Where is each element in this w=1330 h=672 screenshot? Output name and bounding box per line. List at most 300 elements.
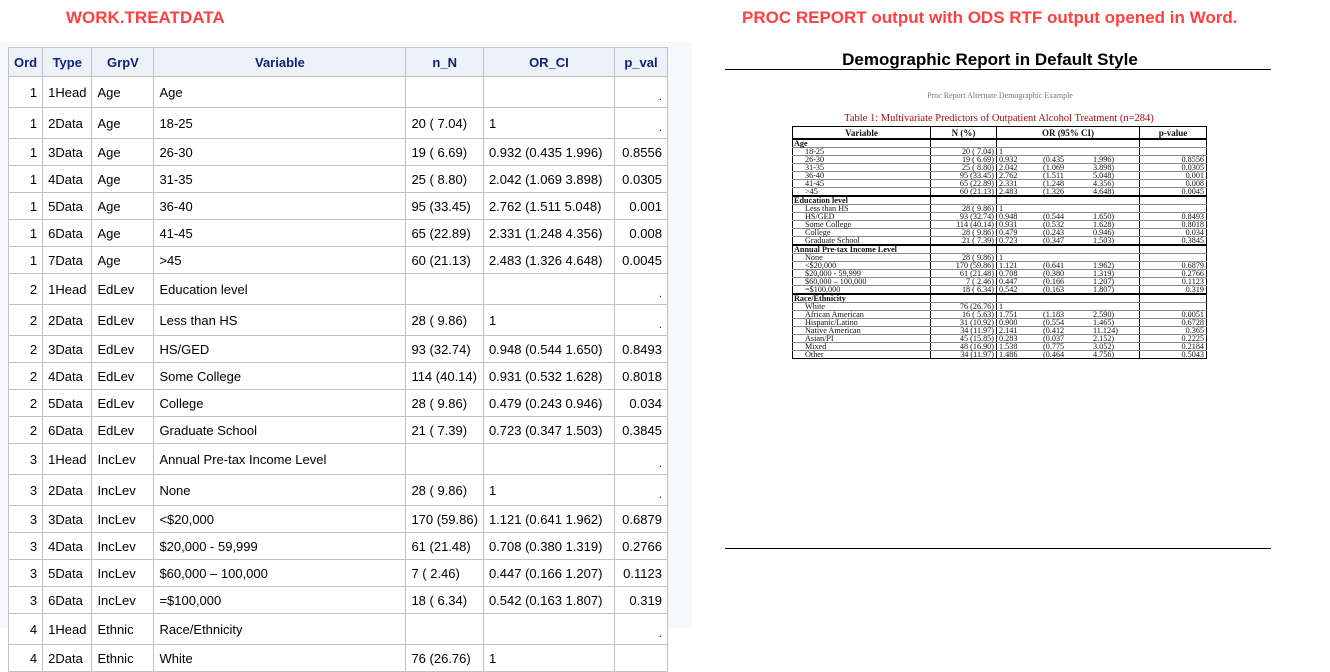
p-val-cell[interactable]: 0.8556 (614, 139, 667, 166)
ord-cell[interactable]: 2 (9, 305, 43, 336)
table-row[interactable] (9, 475, 668, 506)
table-row[interactable] (9, 274, 668, 305)
odds-ratio: 0.542 (999, 285, 1018, 294)
grpv-cell[interactable]: EdLev (92, 305, 154, 336)
n-n-cell[interactable]: 18 ( 6.34) (406, 587, 484, 614)
n-n-cell[interactable]: 76 (26.76) (406, 645, 484, 672)
table-row[interactable] (9, 166, 668, 193)
type-cell[interactable]: 2Data (43, 305, 92, 336)
type-cell[interactable]: 1Head (43, 444, 92, 475)
n-n-cell[interactable]: 65 (22.89) (406, 220, 484, 247)
grpv-cell[interactable]: Ethnic (92, 645, 154, 672)
odds-ratio: 1 (999, 302, 1004, 311)
variable-cell[interactable]: HS/GED (154, 336, 406, 363)
p-val-cell[interactable] (614, 645, 667, 672)
type-cell[interactable]: 4Data (43, 166, 92, 193)
report-variable-cell: College (793, 229, 931, 237)
n-n-cell[interactable]: 95 (33.45) (406, 193, 484, 220)
ci-upper: 3.898) (1093, 163, 1115, 172)
p-val-cell[interactable]: 0.6879 (614, 506, 667, 533)
report-n-pct-cell: 65 (22.89) (931, 180, 997, 188)
grpv-cell[interactable]: Age (92, 193, 154, 220)
word-document-page (700, 40, 1330, 628)
n-n-cell[interactable] (406, 274, 484, 305)
odds-ratio: 0.708 (999, 269, 1018, 278)
table-row[interactable] (9, 139, 668, 166)
empty-cell (1140, 294, 1207, 303)
report-variable-cell: None (793, 254, 931, 262)
ord-cell[interactable]: 4 (9, 645, 43, 672)
report-n-pct-cell: 28 ( 9.86) (931, 254, 997, 262)
report-p-value-cell: 0.0045 (1140, 188, 1207, 197)
report-p-value-cell: 0.034 (1140, 229, 1207, 237)
ci-upper: 2.590) (1093, 310, 1115, 319)
p-val-cell[interactable]: . (614, 77, 667, 108)
odds-ratio: 0.931 (999, 220, 1018, 229)
or-ci-cell[interactable]: 1.121 (0.641 1.962) (483, 506, 614, 533)
report-row (793, 286, 1207, 295)
report-or-ci-cell (997, 262, 1140, 270)
column-header-or-ci[interactable]: OR_CI (483, 48, 614, 77)
odds-ratio: 2.762 (999, 171, 1018, 180)
type-cell[interactable]: 1Head (43, 77, 92, 108)
p-val-cell[interactable]: . (614, 614, 667, 645)
grpv-cell[interactable]: IncLev (92, 444, 154, 475)
dataset-header-row (9, 48, 668, 77)
ci-upper: 3.052) (1093, 342, 1115, 351)
ci-upper (1093, 303, 1137, 310)
n-n-cell[interactable]: 25 ( 8.80) (406, 166, 484, 193)
table-row[interactable] (9, 247, 668, 274)
empty-cell (997, 245, 1140, 254)
or-ci-cell[interactable]: 2.042 (1.069 3.898) (483, 166, 614, 193)
ci-lower: (0.435 (1043, 155, 1065, 164)
or-ci-cell[interactable]: 0.932 (0.435 1.996) (483, 139, 614, 166)
ord-cell[interactable]: 2 (9, 363, 43, 390)
table-row[interactable] (9, 336, 668, 363)
ci-upper: 1.465) (1093, 318, 1115, 327)
grpv-cell[interactable]: EdLev (92, 417, 154, 444)
ci-lower: (0.166 (1043, 277, 1065, 286)
ord-cell[interactable]: 1 (9, 166, 43, 193)
ci-lower: (0.464 (1043, 350, 1065, 359)
report-or-ci-cell (997, 213, 1140, 221)
grpv-cell[interactable]: EdLev (92, 336, 154, 363)
ord-cell[interactable]: 3 (9, 587, 43, 614)
or-ci-cell[interactable]: 2.483 (1.326 4.648) (483, 247, 614, 274)
table-row[interactable] (9, 305, 668, 336)
grpv-cell[interactable]: Age (92, 139, 154, 166)
p-val-cell[interactable]: 0.3845 (614, 417, 667, 444)
report-n-pct-cell: 31 (10.92) (931, 319, 997, 327)
ci-lower: (0.163 (1043, 285, 1065, 294)
odds-ratio: 1 (999, 253, 1004, 262)
ci-lower (1043, 148, 1093, 155)
or-ci-cell[interactable]: 0.447 (0.166 1.207) (483, 560, 614, 587)
ord-cell[interactable]: 1 (9, 139, 43, 166)
odds-ratio: 2.331 (999, 179, 1018, 188)
type-cell[interactable]: 4Data (43, 533, 92, 560)
n-n-cell[interactable] (406, 77, 484, 108)
report-n-pct-cell: 25 ( 8.80) (931, 164, 997, 172)
report-n-pct-cell: 60 (21.13) (931, 188, 997, 197)
or-ci-cell[interactable]: 0.542 (0.163 1.807) (483, 587, 614, 614)
report-or-ci-cell (997, 237, 1140, 246)
variable-cell[interactable]: Education level (154, 274, 406, 305)
variable-cell[interactable]: Annual Pre-tax Income Level (154, 444, 406, 475)
n-n-cell[interactable]: 28 ( 9.86) (406, 475, 484, 506)
ord-cell[interactable]: 3 (9, 533, 43, 560)
n-n-cell[interactable]: 61 (21.48) (406, 533, 484, 560)
ord-cell[interactable]: 2 (9, 274, 43, 305)
or-ci-cell[interactable]: 0.708 (0.380 1.319) (483, 533, 614, 560)
ci-upper: 2.152) (1093, 334, 1115, 343)
variable-cell[interactable]: =$100,000 (154, 587, 406, 614)
dataset-body (9, 77, 668, 672)
report-header-or-ci: OR (95% CI) (997, 127, 1140, 140)
report-or-ci-cell (997, 335, 1140, 343)
report-or-ci-cell (997, 286, 1140, 295)
n-n-cell[interactable]: 19 ( 6.69) (406, 139, 484, 166)
variable-cell[interactable]: 31-35 (154, 166, 406, 193)
variable-cell[interactable]: >45 (154, 247, 406, 274)
report-variable-cell: 36-40 (793, 172, 931, 180)
type-cell[interactable]: 6Data (43, 417, 92, 444)
variable-cell[interactable]: $20,000 - 59,999 (154, 533, 406, 560)
p-val-cell[interactable]: 0.319 (614, 587, 667, 614)
variable-cell[interactable]: Graduate School (154, 417, 406, 444)
report-p-value-cell: 0.2184 (1140, 343, 1207, 351)
or-ci-cell[interactable]: 1 (483, 108, 614, 139)
variable-cell[interactable]: Some College (154, 363, 406, 390)
table-row[interactable] (9, 533, 668, 560)
grpv-cell[interactable]: EdLev (92, 274, 154, 305)
variable-cell[interactable]: 26-30 (154, 139, 406, 166)
or-ci-cell[interactable]: 1 (483, 475, 614, 506)
grpv-cell[interactable]: Age (92, 108, 154, 139)
ci-lower: (0.544 (1043, 212, 1065, 221)
report-variable-cell: Asian/PI (793, 335, 931, 343)
ci-lower (1043, 303, 1093, 310)
document-subtitle: Proc Report Alternate Demographic Example (927, 91, 1073, 100)
report-p-value-cell: 0.0051 (1140, 311, 1207, 319)
type-cell[interactable]: 2Data (43, 645, 92, 672)
report-variable-cell: HS/GED (793, 213, 931, 221)
grpv-cell[interactable]: EdLev (92, 390, 154, 417)
empty-cell (1140, 139, 1207, 148)
report-variable-cell: Less than HS (793, 205, 931, 213)
p-val-cell[interactable]: 0.0045 (614, 247, 667, 274)
type-cell[interactable]: 3Data (43, 139, 92, 166)
report-body (793, 139, 1207, 359)
report-n-pct-cell: 48 (16.90) (931, 343, 997, 351)
report-or-ci-cell (997, 311, 1140, 319)
document-title: Demographic Report in Default Style (842, 50, 1138, 69)
odds-ratio: 1.486 (999, 350, 1018, 359)
variable-cell[interactable]: White (154, 645, 406, 672)
table-row[interactable] (9, 506, 668, 533)
report-or-ci-cell (997, 327, 1140, 335)
p-val-cell[interactable]: 0.008 (614, 220, 667, 247)
or-ci-cell[interactable]: 2.762 (1.511 5.048) (483, 193, 614, 220)
report-p-value-cell: 0.319 (1140, 286, 1207, 295)
table-row[interactable] (9, 220, 668, 247)
p-val-cell[interactable]: 0.001 (614, 193, 667, 220)
table-row[interactable] (9, 363, 668, 390)
p-val-cell[interactable]: . (614, 305, 667, 336)
type-cell[interactable]: 2Data (43, 108, 92, 139)
ci-upper: 1.962) (1093, 261, 1115, 270)
report-caption: PROC REPORT output with ODS RTF output opened in Word. (742, 8, 1238, 27)
ci-lower (1043, 205, 1093, 212)
column-header-variable[interactable]: Variable (154, 48, 406, 77)
table-row[interactable] (9, 444, 668, 475)
column-header-type[interactable]: Type (43, 48, 92, 77)
ci-upper: 1.650) (1093, 212, 1115, 221)
odds-ratio: 2.141 (999, 326, 1018, 335)
or-ci-cell[interactable]: 2.331 (1.248 4.356) (483, 220, 614, 247)
report-n-pct-cell: 19 ( 6.69) (931, 156, 997, 164)
report-variable-cell: White (793, 303, 931, 311)
ord-cell[interactable]: 1 (9, 247, 43, 274)
ci-upper: 0.946) (1093, 228, 1115, 237)
report-table (792, 126, 1207, 359)
empty-cell (1140, 245, 1207, 254)
ci-upper: 11.124) (1093, 326, 1118, 335)
type-cell[interactable]: 5Data (43, 193, 92, 220)
or-ci-cell[interactable]: 0.479 (0.243 0.946) (483, 390, 614, 417)
variable-cell[interactable]: Age (154, 77, 406, 108)
table-row[interactable] (9, 193, 668, 220)
report-header-p-value: p-value (1140, 127, 1207, 140)
n-n-cell[interactable]: 28 ( 9.86) (406, 305, 484, 336)
ord-cell[interactable]: 2 (9, 417, 43, 444)
type-cell[interactable]: 1Head (43, 274, 92, 305)
or-ci-cell[interactable]: 1 (483, 645, 614, 672)
type-cell[interactable]: 5Data (43, 560, 92, 587)
report-p-value-cell: 0.3845 (1140, 237, 1207, 246)
or-ci-cell[interactable] (483, 614, 614, 645)
variable-cell[interactable]: $60,000 – 100,000 (154, 560, 406, 587)
report-n-pct-cell: 114 (40.14) (931, 221, 997, 229)
report-or-ci-cell (997, 229, 1140, 237)
ci-upper (1093, 148, 1137, 155)
column-header-p-val[interactable]: p_val (614, 48, 667, 77)
grpv-cell[interactable]: Age (92, 220, 154, 247)
report-row (793, 351, 1207, 359)
grpv-cell[interactable]: EdLev (92, 363, 154, 390)
or-ci-cell[interactable]: 0.723 (0.347 1.503) (483, 417, 614, 444)
grpv-cell[interactable]: IncLev (92, 475, 154, 506)
ci-lower: (1.248 (1043, 179, 1065, 188)
variable-cell[interactable]: 36-40 (154, 193, 406, 220)
report-or-ci-cell (997, 188, 1140, 197)
n-n-cell[interactable]: 28 ( 9.86) (406, 390, 484, 417)
grpv-cell[interactable]: IncLev (92, 587, 154, 614)
ci-upper: 1.996) (1093, 155, 1115, 164)
table-row[interactable] (9, 587, 668, 614)
report-variable-cell: Some College (793, 221, 931, 229)
ord-cell[interactable]: 3 (9, 506, 43, 533)
report-p-value-cell: 0.8493 (1140, 213, 1207, 221)
or-ci-cell[interactable] (483, 444, 614, 475)
column-header-ord[interactable]: Ord (9, 48, 43, 77)
report-p-value-cell: 0.2766 (1140, 270, 1207, 278)
report-header-row (793, 127, 1207, 140)
grpv-cell[interactable]: IncLev (92, 506, 154, 533)
variable-cell[interactable]: <$20,000 (154, 506, 406, 533)
p-val-cell[interactable]: 0.0305 (614, 166, 667, 193)
ord-cell[interactable]: 1 (9, 193, 43, 220)
n-n-cell[interactable]: 20 ( 7.04) (406, 108, 484, 139)
type-cell[interactable]: 4Data (43, 363, 92, 390)
column-header-n-n[interactable]: n_N (406, 48, 484, 77)
report-variable-cell: 31-35 (793, 164, 931, 172)
report-row (793, 237, 1207, 246)
report-p-value-cell: 0.365 (1140, 327, 1207, 335)
variable-cell[interactable]: 18-25 (154, 108, 406, 139)
ord-cell[interactable]: 1 (9, 108, 43, 139)
report-n-pct-cell: 7 ( 2.46) (931, 278, 997, 286)
ord-cell[interactable]: 4 (9, 614, 43, 645)
report-variable-cell: <$20,000 (793, 262, 931, 270)
ord-cell[interactable]: 1 (9, 77, 43, 108)
report-or-ci-cell (997, 343, 1140, 351)
variable-cell[interactable]: Less than HS (154, 305, 406, 336)
type-cell[interactable]: 1Head (43, 614, 92, 645)
report-n-pct-cell: 61 (21.48) (931, 270, 997, 278)
report-variable-cell: African American (793, 311, 931, 319)
ci-lower: (0.775 (1043, 342, 1065, 351)
n-n-cell[interactable] (406, 444, 484, 475)
ci-upper: 1.319) (1093, 269, 1115, 278)
report-variable-cell: 18-25 (793, 148, 931, 156)
type-cell[interactable]: 6Data (43, 220, 92, 247)
odds-ratio: 0.900 (999, 318, 1018, 327)
p-val-cell[interactable]: 0.8018 (614, 363, 667, 390)
or-ci-cell[interactable]: 0.931 (0.532 1.628) (483, 363, 614, 390)
table-row[interactable] (9, 390, 668, 417)
grpv-cell[interactable]: Age (92, 247, 154, 274)
p-val-cell[interactable]: . (614, 444, 667, 475)
ci-upper: 1.807) (1093, 285, 1115, 294)
n-n-cell[interactable] (406, 614, 484, 645)
report-n-pct-cell: 95 (33.45) (931, 172, 997, 180)
grpv-cell[interactable]: IncLev (92, 533, 154, 560)
type-cell[interactable]: 5Data (43, 390, 92, 417)
column-header-grpv[interactable]: GrpV (92, 48, 154, 77)
empty-cell (997, 139, 1140, 148)
n-n-cell[interactable]: 7 ( 2.46) (406, 560, 484, 587)
table-row[interactable] (9, 108, 668, 139)
ci-upper (1093, 205, 1137, 212)
or-ci-cell[interactable]: 0.948 (0.544 1.650) (483, 336, 614, 363)
n-n-cell[interactable]: 114 (40.14) (406, 363, 484, 390)
or-ci-cell[interactable] (483, 77, 614, 108)
table-row[interactable] (9, 417, 668, 444)
p-val-cell[interactable]: 0.1123 (614, 560, 667, 587)
report-n-pct-cell: 45 (15.85) (931, 335, 997, 343)
type-cell[interactable]: 7Data (43, 247, 92, 274)
footer-rule (725, 548, 1271, 549)
grpv-cell[interactable]: Age (92, 166, 154, 193)
table-row[interactable] (9, 77, 668, 108)
type-cell[interactable]: 2Data (43, 475, 92, 506)
variable-cell[interactable]: Race/Ethnicity (154, 614, 406, 645)
n-n-cell[interactable]: 21 ( 7.39) (406, 417, 484, 444)
report-n-pct-cell: 170 (59.86) (931, 262, 997, 270)
variable-cell[interactable]: College (154, 390, 406, 417)
ci-lower: (0.532 (1043, 220, 1065, 229)
odds-ratio: 0.283 (999, 334, 1018, 343)
report-row (793, 188, 1207, 197)
report-p-value-cell: 0.2225 (1140, 335, 1207, 343)
variable-cell[interactable]: None (154, 475, 406, 506)
report-or-ci-cell (997, 148, 1140, 156)
ci-lower: (1.511 (1043, 171, 1064, 180)
p-val-cell[interactable]: 0.034 (614, 390, 667, 417)
ord-cell[interactable]: 3 (9, 560, 43, 587)
report-p-value-cell: 0.1123 (1140, 278, 1207, 286)
report-header-variable: Variable (793, 127, 931, 140)
n-n-cell[interactable]: 60 (21.13) (406, 247, 484, 274)
table-row[interactable] (9, 645, 668, 672)
grpv-cell[interactable]: IncLev (92, 560, 154, 587)
ord-cell[interactable]: 3 (9, 475, 43, 506)
n-n-cell[interactable]: 170 (59.86) (406, 506, 484, 533)
table-row[interactable] (9, 614, 668, 645)
report-n-pct-cell: 20 ( 7.04) (931, 148, 997, 156)
ci-lower: (1.326 (1043, 187, 1065, 196)
table-row[interactable] (9, 560, 668, 587)
ci-lower: (0.347 (1043, 236, 1065, 245)
or-ci-cell[interactable]: 1 (483, 305, 614, 336)
grpv-cell[interactable]: Age (92, 77, 154, 108)
type-cell[interactable]: 3Data (43, 336, 92, 363)
ci-upper: 1.628) (1093, 220, 1115, 229)
report-p-value-cell: 0.5043 (1140, 351, 1207, 359)
ord-cell[interactable]: 1 (9, 220, 43, 247)
grpv-cell[interactable]: Ethnic (92, 614, 154, 645)
report-or-ci-cell (997, 319, 1140, 327)
type-cell[interactable]: 6Data (43, 587, 92, 614)
ord-cell[interactable]: 2 (9, 336, 43, 363)
p-val-cell[interactable]: 0.2766 (614, 533, 667, 560)
ord-cell[interactable]: 2 (9, 390, 43, 417)
report-variable-cell: 26-30 (793, 156, 931, 164)
or-ci-cell[interactable] (483, 274, 614, 305)
header-rule (725, 69, 1271, 70)
odds-ratio: 2.042 (999, 163, 1018, 172)
report-or-ci-cell (997, 351, 1140, 359)
report-n-pct-cell: 16 ( 5.63) (931, 311, 997, 319)
ci-lower: (0.380 (1043, 269, 1065, 278)
empty-cell (997, 196, 1140, 205)
ord-cell[interactable]: 3 (9, 444, 43, 475)
variable-cell[interactable]: 41-45 (154, 220, 406, 247)
odds-ratio: 0.932 (999, 155, 1018, 164)
report-variable-cell: Other (793, 351, 931, 359)
p-val-cell[interactable]: . (614, 108, 667, 139)
p-val-cell[interactable]: 0.8493 (614, 336, 667, 363)
type-cell[interactable]: 3Data (43, 506, 92, 533)
p-val-cell[interactable]: . (614, 475, 667, 506)
dataset-caption: WORK.TREATDATA (66, 8, 225, 27)
p-val-cell[interactable]: . (614, 274, 667, 305)
n-n-cell[interactable]: 93 (32.74) (406, 336, 484, 363)
report-or-ci-cell (997, 180, 1140, 188)
ci-lower: (0.554 (1043, 318, 1065, 327)
